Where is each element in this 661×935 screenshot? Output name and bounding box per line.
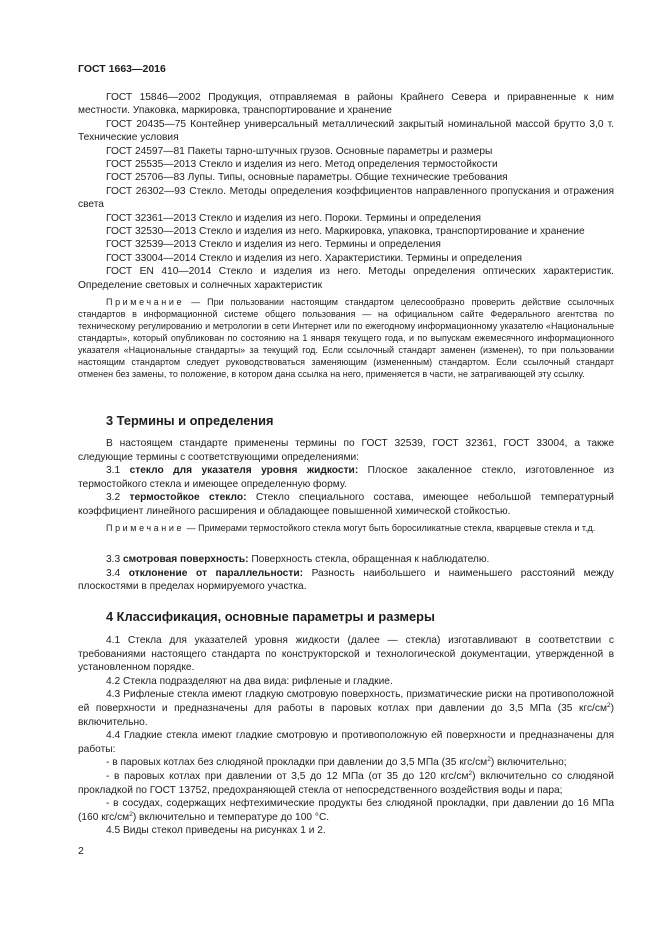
normative-references-list <box>78 91 614 292</box>
document-header: ГОСТ 1663—2016 <box>78 63 166 75</box>
term-3-2: 3.2 термостойкое стекло: Стекло специального состава, имеющее небольшой температурный коэффициент линейного расширения и обладающее повышенной химической стойкостью. <box>78 492 614 517</box>
list-item: - в паровых котлах без слюдяной прокладки при давлении до 3,5 МПа (35 кгс/$см^2$) включительно; <box>106 756 567 769</box>
term-name: отклонение от параллельности: <box>128 567 303 579</box>
note-label: Примечание <box>106 523 185 533</box>
paragraph-4-1: 4.1 Стекла для указателей уровня жидкости (далее — стекла) изготавливают в соответствии с требованиями настоящего стандарта по конструкторской и технологической документации, утвержденной в установленном порядке. <box>78 635 614 674</box>
reference-item: ГОСТ 24597—81 Пакеты тарно-штучных грузов. Основные параметры и размеры <box>106 145 493 157</box>
reference-item: ГОСТ EN 410—2014 Стекло и изделия из него. Методы определения оптических характеристик. Определение световых и солнечных характеристик <box>78 266 614 291</box>
reference-item: ГОСТ 20435—75 Контейнер универсальный металлический закрытый номинальной массой брутто 3,0 т. Технические условия <box>78 118 614 144</box>
term-3-3: 3.3 смотровая поверхность: Поверхность стекла, обращенная к наблюдателю. <box>106 554 490 565</box>
note-label: Примечание <box>106 297 185 307</box>
term-name: термостойкое стекло: <box>129 492 247 504</box>
reference-item: ГОСТ 26302—93 Стекло. Методы определения коэффициентов направленного пропускания и отражения света <box>78 185 614 211</box>
reference-item: ГОСТ 33004—2014 Стекло и изделия из него. Характеристики. Термины и определения <box>106 252 523 264</box>
term-3-1: 3.1 стекло для указателя уровня жидкости: Плоское закаленное стекло, изготовленное из термостойкого стекла и имеющее определенную форму. <box>78 465 614 490</box>
reference-item: ГОСТ 25706—83 Лупы. Типы, основные параметры. Общие технические требования <box>106 172 508 184</box>
section-3-body <box>78 437 614 519</box>
reference-item: ГОСТ 25535—2013 Стекло и изделия из него. Метод определения термостойкости <box>106 159 498 171</box>
term-3-4: 3.4 отклонение от параллельности: Разность наибольшего и наименьшего расстояний между плоскостями в пределах нормируемого участка. <box>78 567 614 593</box>
note-text: — При пользовании настоящим стандартом целесообразно проверить действие ссылочных стандартов в информационной системе общего пользования — на официальном сайте Федерального агентства по техническому регулированию и метрологии в сети Интернет или по ежегодному информационному указателю «Национальные стандарты», который опубликован по состоянию на 1 января текущего года, и по выпускам ежемесячного информационного указателя «Национальные стандарты» за текущий год. Если ссылочный стандарт заменен (изменен), то при пользовании настоящим стандартом следует руководствоваться заменяющим (измененным) стандартом. Если ссылочный стандарт отменен без замены, то положение, в котором дана ссылка на него, применяется в части, не затрагивающей эту ссылку. <box>78 297 614 379</box>
term-name: смотровая поверхность: <box>123 554 249 565</box>
paragraph-4-2: 4.2 Стекла подразделяют на два вида: рифленые и гладкие. <box>106 675 393 687</box>
section-4-body <box>78 634 614 838</box>
section-3-intro: В настоящем стандарте применены термины по ГОСТ 32539, ГОСТ 32361, ГОСТ 33004, а также следующие термины с соответствующими определениями: <box>78 438 614 463</box>
section-4-heading: 4 Классификация, основные параметры и размеры <box>106 609 435 624</box>
paragraph-4-5: 4.5 Виды стекол приведены на рисунках 1 и 2. <box>106 825 326 837</box>
page-number: 2 <box>78 845 84 857</box>
term-note <box>78 522 614 534</box>
references-note <box>78 296 614 380</box>
reference-item: ГОСТ 15846—2002 Продукция, отправляемая в районы Крайнего Севера и приравненные к ним местности. Упаковка, маркировка, транспортирование и хранение <box>78 92 614 117</box>
term-name: стекло для указателя уровня жидкости: <box>129 465 359 477</box>
reference-item: ГОСТ 32361—2013 Стекло и изделия из него. Пороки. Термины и определения <box>106 212 481 224</box>
section-3-heading: 3 Термины и определения <box>106 413 274 428</box>
note-text: — Примерами термостойкого стекла могут быть боросиликатные стекла, кварцевые стекла и т.д. <box>184 523 596 533</box>
paragraph-4-3: 4.3 Рифленые стекла имеют гладкую смотровую поверхность, призматические риски на противоположной ей поверхности и предназначены для работы в паровых котлах при давлении до 3,5 МПа (35 кгс/$см^2$) включительно. <box>78 689 614 728</box>
reference-item: ГОСТ 32530—2013 Стекло и изделия из него. Маркировка, упаковка, транспортирование и хранение <box>106 226 585 238</box>
reference-item: ГОСТ 32539—2013 Стекло и изделия из него. Термины и определения <box>106 239 441 251</box>
list-item: - в сосудах, содержащих нефтехимические продукты без слюдяной прокладки, при давлении до 16 МПа (160 кгс/$см^2$) включительно и температуре до 100 °С. <box>78 798 614 823</box>
list-item: - в паровых котлах при давлении от 3,5 до 12 МПа (от 35 до 120 кгс/$см^2$) включительно со слюдяной прокладкой по ГОСТ 13752, предохраняющей стекла от непосредственного воздействия воды и пара; <box>78 769 614 796</box>
paragraph-4-4: 4.4 Гладкие стекла имеют гладкие смотровую и противоположную ей поверхности и предназначены для работы: <box>78 730 614 755</box>
section-3-body-cont <box>78 553 614 594</box>
